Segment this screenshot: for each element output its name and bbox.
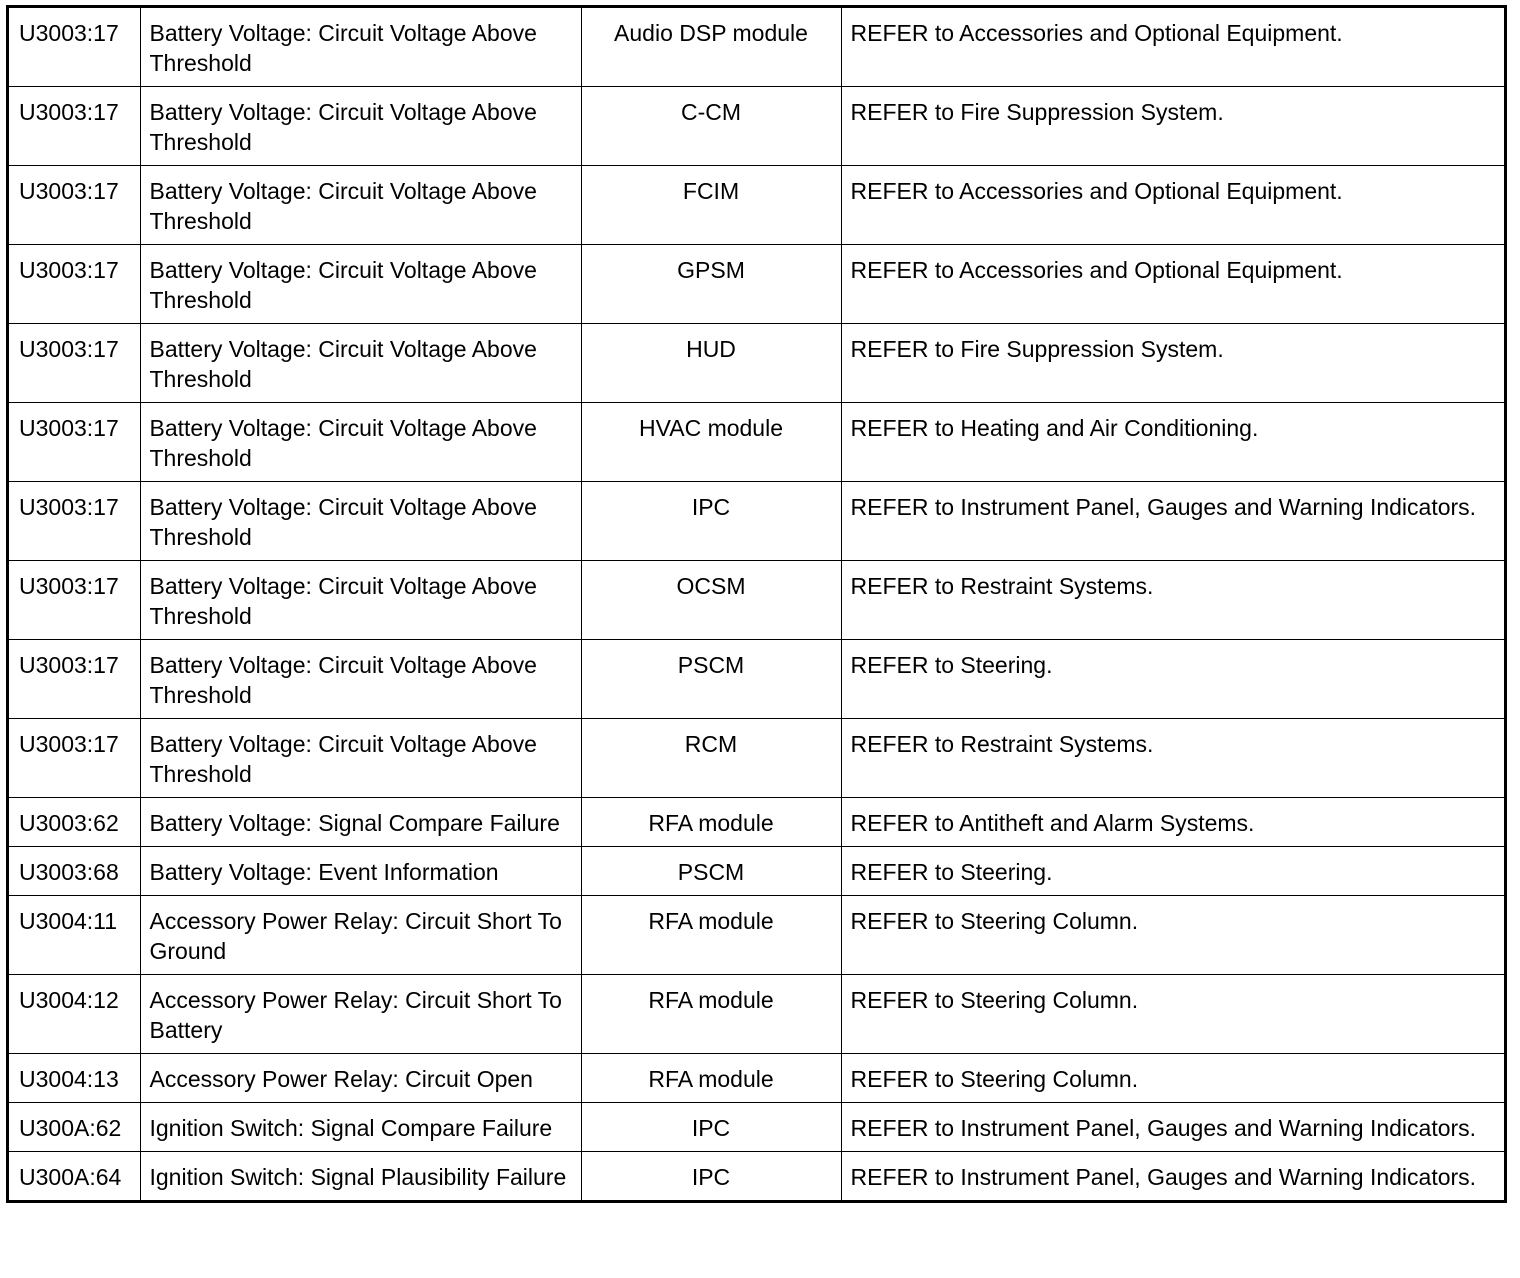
dtc-code-cell: U3003:17: [9, 166, 140, 245]
dtc-description-cell: Battery Voltage: Circuit Voltage Above Threshold: [140, 8, 581, 87]
action-cell: REFER to Restraint Systems.: [841, 719, 1504, 798]
table-row: [9, 166, 1504, 245]
module-cell: PSCM: [581, 847, 841, 896]
dtc-code-cell: U3003:17: [9, 403, 140, 482]
dtc-code-cell: U3004:12: [9, 975, 140, 1054]
module-cell: HVAC module: [581, 403, 841, 482]
dtc-code-cell: U3003:17: [9, 719, 140, 798]
dtc-code-cell: U3003:17: [9, 245, 140, 324]
module-cell: C-CM: [581, 87, 841, 166]
dtc-table-frame: [6, 5, 1507, 1203]
action-cell: REFER to Fire Suppression System.: [841, 324, 1504, 403]
table-row: [9, 798, 1504, 847]
action-cell: REFER to Antitheft and Alarm Systems.: [841, 798, 1504, 847]
table-row: [9, 1103, 1504, 1152]
module-cell: HUD: [581, 324, 841, 403]
dtc-code-cell: U3003:17: [9, 324, 140, 403]
table-row: [9, 896, 1504, 975]
module-cell: FCIM: [581, 166, 841, 245]
table-row: [9, 245, 1504, 324]
dtc-code-cell: U3003:17: [9, 482, 140, 561]
dtc-code-cell: U3003:17: [9, 87, 140, 166]
dtc-code-cell: U300A:64: [9, 1152, 140, 1201]
dtc-description-cell: Battery Voltage: Circuit Voltage Above Threshold: [140, 640, 581, 719]
dtc-code-cell: U3004:11: [9, 896, 140, 975]
action-cell: REFER to Steering Column.: [841, 896, 1504, 975]
table-row: [9, 324, 1504, 403]
dtc-description-cell: Battery Voltage: Circuit Voltage Above Threshold: [140, 403, 581, 482]
dtc-table-body: [9, 8, 1504, 1200]
dtc-description-cell: Battery Voltage: Circuit Voltage Above Threshold: [140, 245, 581, 324]
action-cell: REFER to Instrument Panel, Gauges and Warning Indicators.: [841, 1103, 1504, 1152]
dtc-code-cell: U3003:17: [9, 8, 140, 87]
action-cell: REFER to Accessories and Optional Equipment.: [841, 166, 1504, 245]
action-cell: REFER to Steering Column.: [841, 1054, 1504, 1103]
module-cell: RFA module: [581, 798, 841, 847]
module-cell: IPC: [581, 1152, 841, 1201]
dtc-description-cell: Battery Voltage: Circuit Voltage Above Threshold: [140, 87, 581, 166]
module-cell: IPC: [581, 482, 841, 561]
table-row: [9, 719, 1504, 798]
table-row: [9, 8, 1504, 87]
dtc-description-cell: Battery Voltage: Circuit Voltage Above Threshold: [140, 482, 581, 561]
action-cell: REFER to Steering.: [841, 847, 1504, 896]
dtc-description-cell: Battery Voltage: Circuit Voltage Above Threshold: [140, 324, 581, 403]
table-row: [9, 87, 1504, 166]
table-row: [9, 403, 1504, 482]
table-row: [9, 975, 1504, 1054]
dtc-code-cell: U3003:17: [9, 640, 140, 719]
module-cell: RFA module: [581, 1054, 841, 1103]
dtc-code-cell: U3003:62: [9, 798, 140, 847]
table-row: [9, 847, 1504, 896]
table-row: [9, 1054, 1504, 1103]
dtc-description-cell: Ignition Switch: Signal Compare Failure: [140, 1103, 581, 1152]
action-cell: REFER to Restraint Systems.: [841, 561, 1504, 640]
table-row: [9, 561, 1504, 640]
dtc-description-cell: Accessory Power Relay: Circuit Open: [140, 1054, 581, 1103]
dtc-description-cell: Accessory Power Relay: Circuit Short To Battery: [140, 975, 581, 1054]
dtc-description-cell: Accessory Power Relay: Circuit Short To Ground: [140, 896, 581, 975]
dtc-description-cell: Battery Voltage: Circuit Voltage Above Threshold: [140, 166, 581, 245]
module-cell: RFA module: [581, 975, 841, 1054]
module-cell: OCSM: [581, 561, 841, 640]
dtc-code-cell: U3004:13: [9, 1054, 140, 1103]
dtc-description-cell: Battery Voltage: Event Information: [140, 847, 581, 896]
module-cell: Audio DSP module: [581, 8, 841, 87]
dtc-code-cell: U3003:17: [9, 561, 140, 640]
module-cell: GPSM: [581, 245, 841, 324]
action-cell: REFER to Instrument Panel, Gauges and Warning Indicators.: [841, 482, 1504, 561]
module-cell: PSCM: [581, 640, 841, 719]
dtc-code-cell: U300A:62: [9, 1103, 140, 1152]
dtc-description-cell: Battery Voltage: Circuit Voltage Above Threshold: [140, 719, 581, 798]
action-cell: REFER to Accessories and Optional Equipment.: [841, 8, 1504, 87]
module-cell: RCM: [581, 719, 841, 798]
action-cell: REFER to Steering Column.: [841, 975, 1504, 1054]
table-row: [9, 1152, 1504, 1201]
action-cell: REFER to Instrument Panel, Gauges and Warning Indicators.: [841, 1152, 1504, 1201]
action-cell: REFER to Accessories and Optional Equipment.: [841, 245, 1504, 324]
action-cell: REFER to Fire Suppression System.: [841, 87, 1504, 166]
dtc-description-cell: Ignition Switch: Signal Plausibility Failure: [140, 1152, 581, 1201]
dtc-description-cell: Battery Voltage: Circuit Voltage Above Threshold: [140, 561, 581, 640]
table-row: [9, 640, 1504, 719]
action-cell: REFER to Heating and Air Conditioning.: [841, 403, 1504, 482]
module-cell: RFA module: [581, 896, 841, 975]
module-cell: IPC: [581, 1103, 841, 1152]
action-cell: REFER to Steering.: [841, 640, 1504, 719]
dtc-description-cell: Battery Voltage: Signal Compare Failure: [140, 798, 581, 847]
dtc-code-cell: U3003:68: [9, 847, 140, 896]
table-row: [9, 482, 1504, 561]
dtc-table: [9, 8, 1504, 1200]
